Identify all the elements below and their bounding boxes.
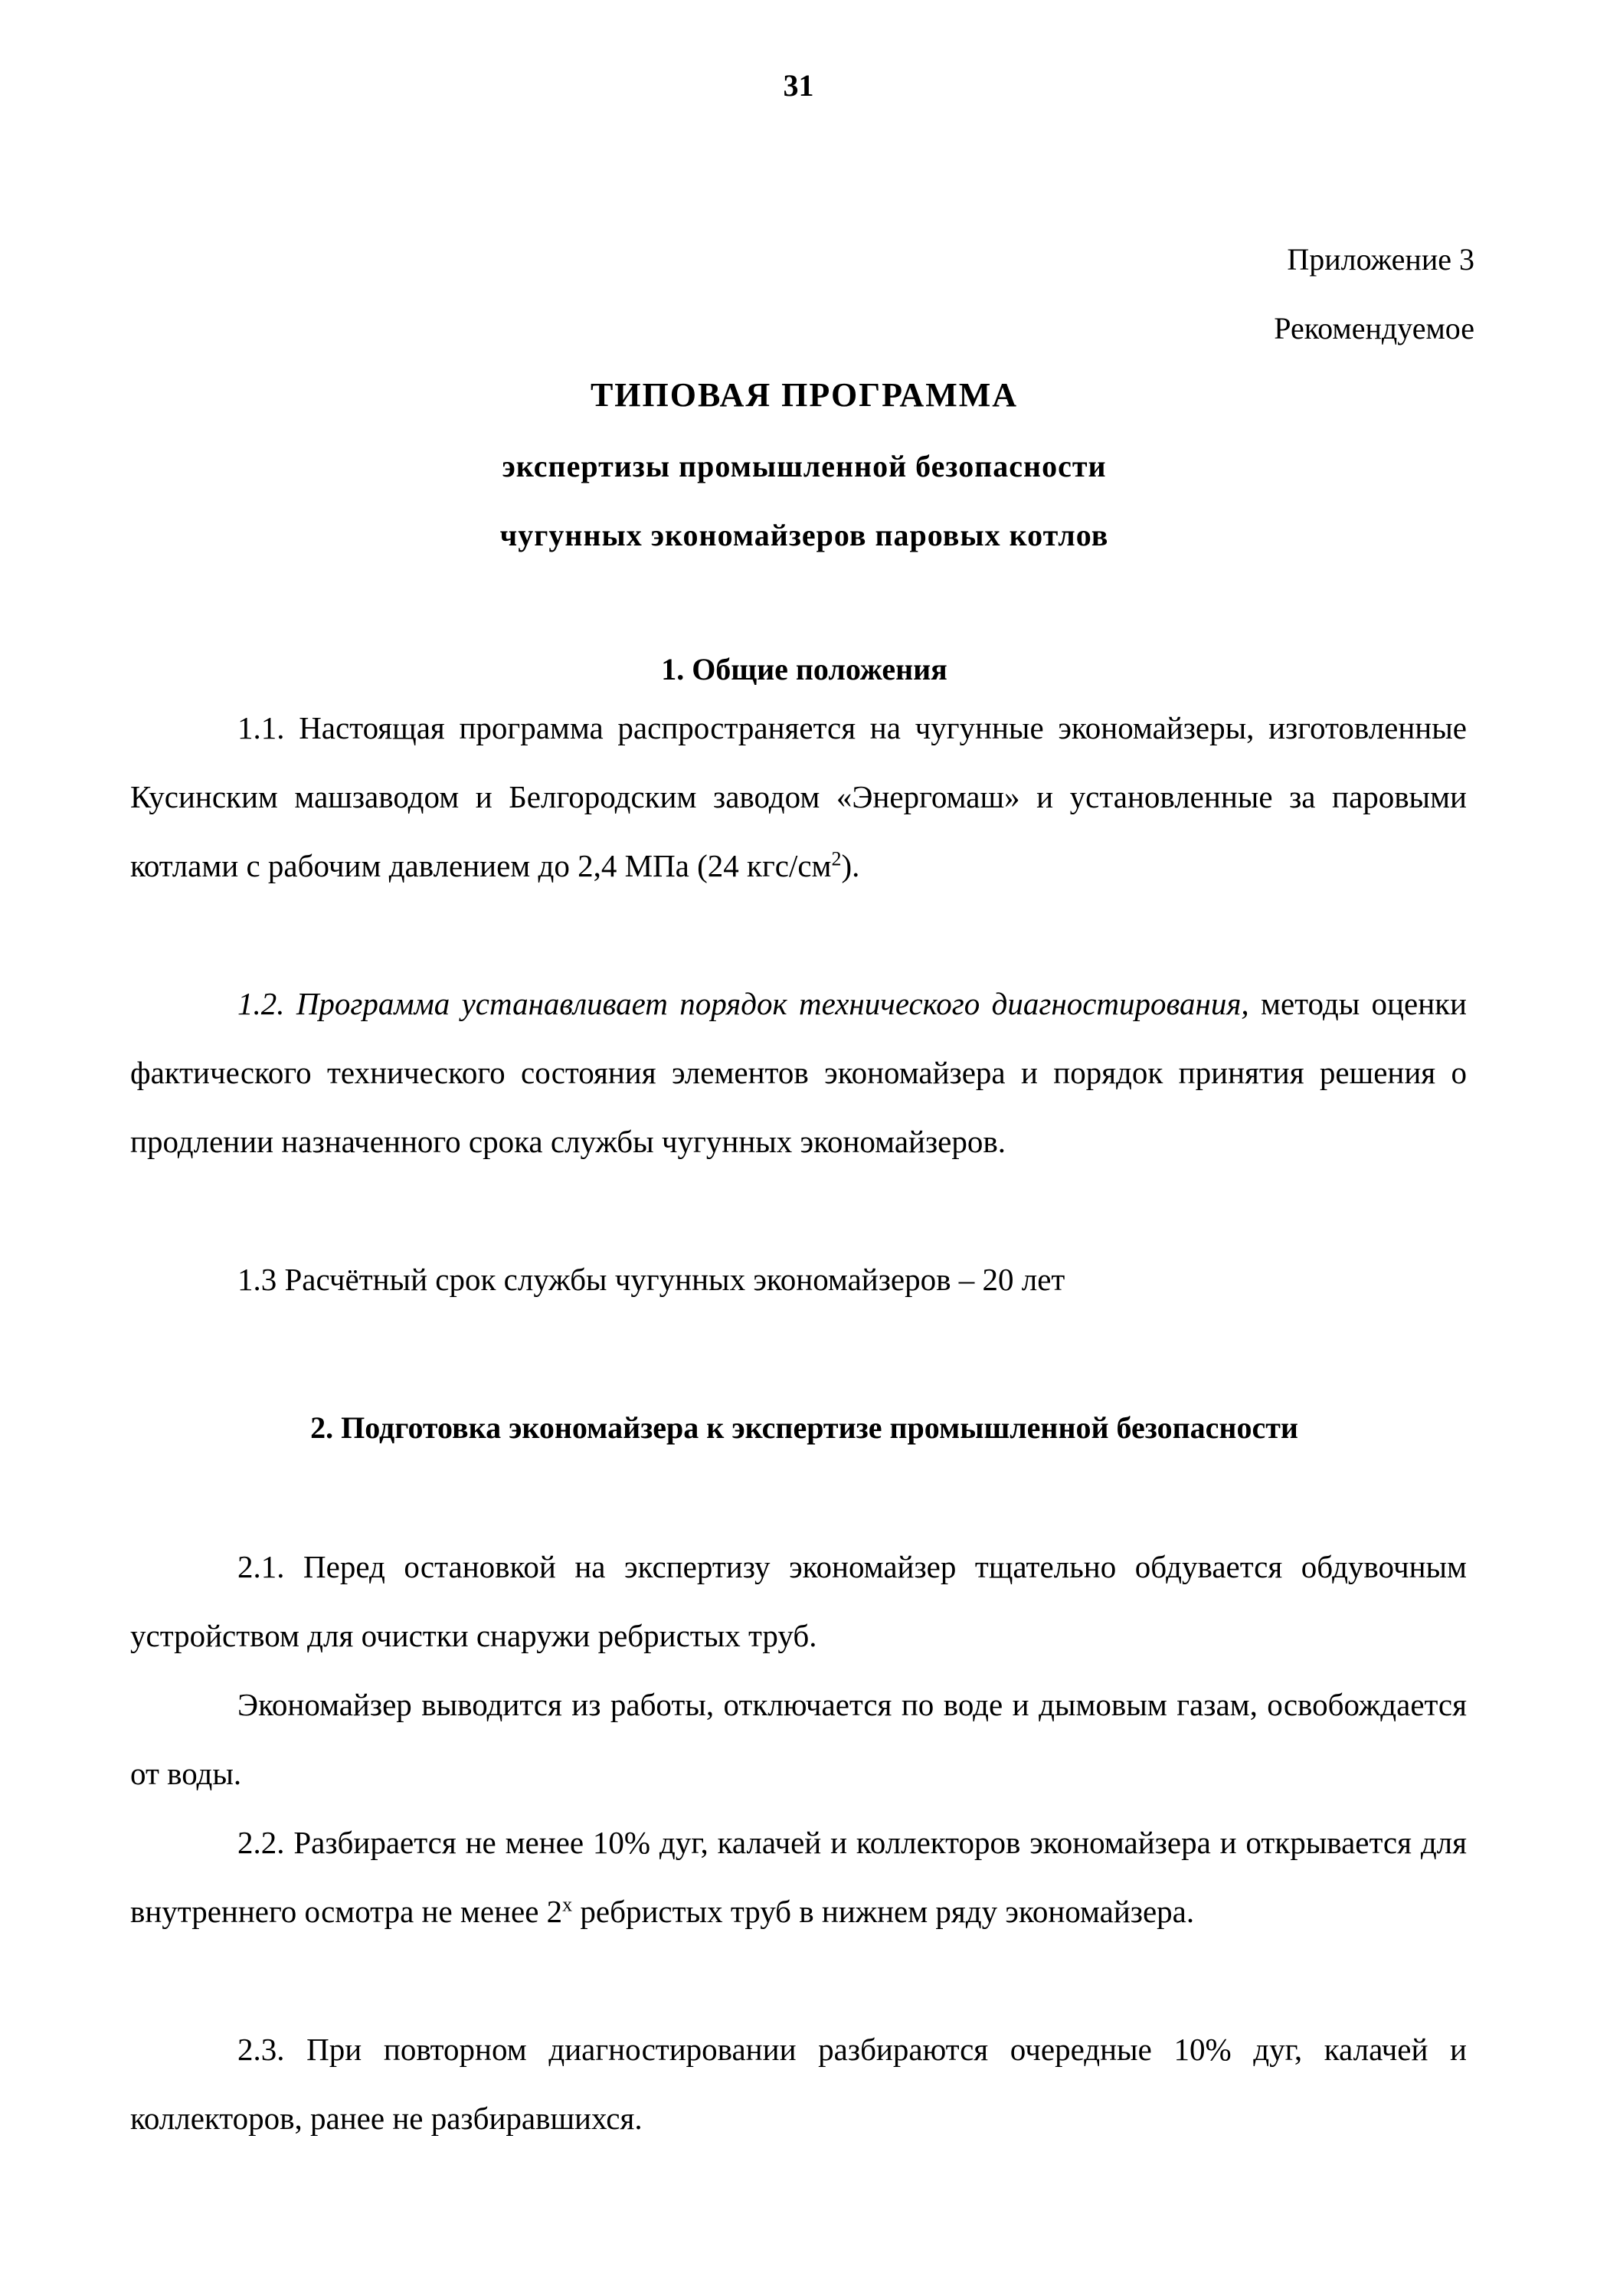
paragraph-2-2: 2.2. Разбирается не менее 10% дуг, калачей и коллекторов экономайзера и открывается для внутреннего осмотра не менее $2^х$ ребристых труб в нижнем ряду экономайзера. <box>130 1825 1467 1929</box>
paragraph-1-3: 1.3 Расчётный срок службы чугунных экономайзеров – 20 лет <box>237 1262 1065 1297</box>
document-subtitle-line2: чугунных экономайзеров паровых котлов <box>499 518 1109 552</box>
section-2-heading: 2. Подготовка экономайзера к экспертизе промышленной безопасности <box>310 1410 1298 1445</box>
recommended-label: Рекомендуемое <box>1274 311 1474 346</box>
document-subtitle-line1: экспертизы промышленной безопасности <box>502 449 1107 483</box>
section-1-heading: 1. Общие положения <box>661 652 947 686</box>
page-number: 31 <box>783 68 814 103</box>
document-title: ТИПОВАЯ ПРОГРАММА <box>590 376 1019 414</box>
paragraph-2-1b: Экономайзер выводится из работы, отключается по воде и дымовым газам, освобождается от воды. <box>130 1687 1467 1791</box>
paragraph-2-1: 2.1. Перед остановкой на экспертизу экономайзер тщательно обдувается обдувочным устройством для очистки снаружи ребристых труб. <box>130 1549 1467 1653</box>
appendix-label: Приложение 3 <box>1287 242 1474 277</box>
paragraph-1-1: 1.1. Настоящая программа распространяется на чугунные экономайзеры, изготовленные Кусинским машзаводом и Белгородским заводом «Энергомаш» и установленные за паровыми котлами с рабочим давлением до 2,4 МПа (24 кгс/$см^2$). <box>130 710 1467 883</box>
paragraph-1-2: 1.2. Программа устанавливает порядок технического диагностирования, методы оценки фактического технического состояния элементов экономайзера и порядок принятия решения о продлении назначенного срока службы чугунных экономайзеров. <box>130 986 1468 1159</box>
paragraph-2-3: 2.3. При повторном диагностировании разбираются очередные 10% дуг, калачей и коллекторов, ранее не разбиравшихся. <box>130 2032 1467 2136</box>
